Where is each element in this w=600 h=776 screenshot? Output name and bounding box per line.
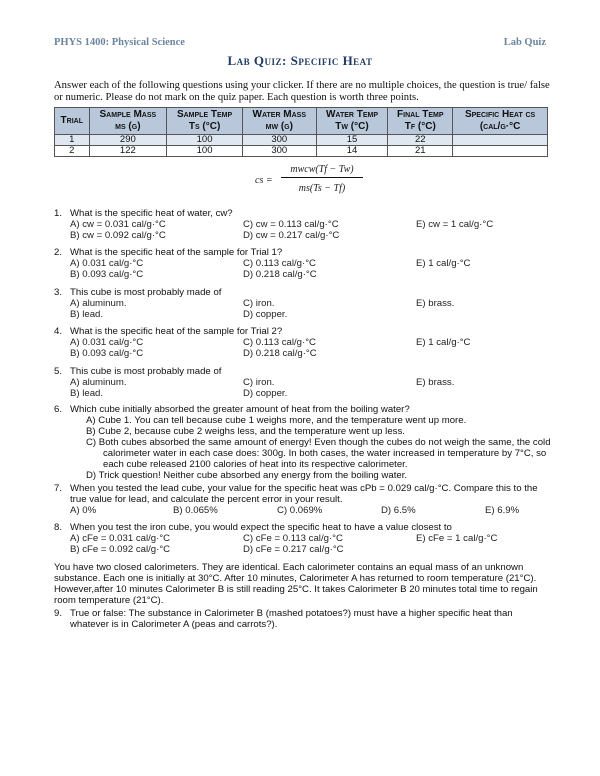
- col-trial: Trial: [55, 108, 90, 135]
- choice-b[interactable]: B) lead.: [70, 388, 104, 399]
- choice-d[interactable]: D) Trick question! Neither cube absorbed any energy from the boiling water.: [86, 470, 408, 481]
- choice-d[interactable]: D) copper.: [243, 388, 288, 399]
- question-stem: This cube is most probably made of: [70, 287, 222, 298]
- quiz-header: Lab Quiz: [503, 37, 546, 48]
- table-cell: 300: [242, 135, 316, 146]
- question-3: 3. This cube is most probably made of: [54, 287, 554, 298]
- choice-d[interactable]: D) cFe = 0.217 cal/g·°C: [243, 544, 344, 555]
- choice-c[interactable]: C) cw = 0.113 cal/g·°C: [243, 219, 339, 230]
- table-cell: 21: [388, 146, 453, 157]
- table-cell: 122: [89, 146, 167, 157]
- choice-b[interactable]: B) cw = 0.092 cal/g·°C: [70, 230, 166, 241]
- choice-a[interactable]: A) Cube 1. You can tell because cube 1 weighs more, and the temperature went up more.: [86, 415, 467, 426]
- col-water-temp: Water Temp Tw (°C): [316, 108, 388, 135]
- table-cell: 100: [167, 135, 243, 146]
- question-stem: True or false: The substance in Calorimeter B (mashed potatoes?) must have a higher specific heat than whatever is in Calorimeter A (peas and carrots?).: [70, 608, 513, 630]
- table-cell: 300: [242, 146, 316, 157]
- question-1: 1. What is the specific heat of water, cw?: [54, 208, 554, 219]
- question-stem: What is the specific heat of the sample for Trial 2?: [70, 326, 283, 337]
- choice-b[interactable]: B) Cube 2, because cube 2 weighs less, and the temperature went up less.: [86, 426, 405, 437]
- question-stem: When you test the iron cube, you would expect the specific heat to have a value closest to: [70, 522, 452, 533]
- choice-a[interactable]: A) 0.031 cal/g·°C: [70, 258, 144, 269]
- page-title: Lab Quiz: Specific Heat: [227, 53, 373, 68]
- choice-a[interactable]: A) cw = 0.031 cal/g·°C: [70, 219, 166, 230]
- formula-numerator: mwcw(Tf − Tw): [281, 164, 363, 178]
- choice-e[interactable]: E) brass.: [416, 298, 455, 309]
- table-row: [55, 135, 548, 146]
- table-cell: 14: [316, 146, 388, 157]
- question-5: 5. This cube is most probably made of: [54, 366, 554, 377]
- col-final-temp: Final Temp Tf (°C): [388, 108, 453, 135]
- formula-lhs: cs =: [255, 175, 273, 186]
- table-cell: 22: [388, 135, 453, 146]
- choice-b[interactable]: B) cFe = 0.092 cal/g·°C: [70, 544, 171, 555]
- choice-c[interactable]: C) iron.: [243, 298, 275, 309]
- choice-b[interactable]: B) 0.065%: [173, 505, 218, 516]
- question-7: 7. When you tested the lead cube, your value for the specific heat was cPb = 0.029 cal/g·°C. Compare this to the true value for lead, and calculate the percent error in your result.: [54, 483, 554, 505]
- col-sample-mass: Sample Mass ms (g): [89, 108, 167, 135]
- choice-e[interactable]: E) cFe = 1 cal/g·°C: [416, 533, 498, 544]
- instructions: Answer each of the following questions using your clicker. If there are no multiple choices, the question is true/ false or numeric. Please do not mark on the quiz paper. Each question is worth three points.: [54, 80, 550, 103]
- choice-a[interactable]: A) 0%: [70, 505, 97, 516]
- choice-b[interactable]: B) lead.: [70, 309, 104, 320]
- question-4: 4. What is the specific heat of the sample for Trial 2?: [54, 326, 554, 337]
- choice-a[interactable]: A) aluminum.: [70, 298, 127, 309]
- choice-e[interactable]: E) 1 cal/g·°C: [416, 258, 471, 269]
- col-specific-heat: Specific Heat cs (cal/g·°C: [453, 108, 548, 135]
- choice-a[interactable]: A) aluminum.: [70, 377, 127, 388]
- choice-c[interactable]: C) 0.069%: [277, 505, 323, 516]
- choice-c[interactable]: C) Both cubes absorbed the same amount of energy! Even though the cubes do not weigh the same, the cold calorimeter water in each case does: 300g. In both cases, the water increased in temperature by 7°C, so each cube released 2100 calories of heat into its respective calorimeter.: [86, 437, 551, 470]
- data-table: [54, 107, 548, 157]
- course-header: PHYS 1400: Physical Science: [54, 37, 185, 48]
- choice-e[interactable]: E) brass.: [416, 377, 455, 388]
- table-cell: 100: [167, 146, 243, 157]
- table-header-row: [55, 108, 548, 135]
- table-cell: 15: [316, 135, 388, 146]
- col-water-mass: Water Mass mw (g): [242, 108, 316, 135]
- question-stem: Which cube initially absorbed the greater amount of heat from the boiling water?: [70, 404, 410, 415]
- question-stem: What is the specific heat of the sample for Trial 1?: [70, 247, 283, 258]
- choice-a[interactable]: A) cFe = 0.031 cal/g·°C: [70, 533, 171, 544]
- table-cell: 1: [55, 135, 90, 146]
- choice-d[interactable]: D) 0.218 cal/g·°C: [243, 269, 317, 280]
- table-cell: 290: [89, 135, 167, 146]
- table-row: [55, 146, 548, 157]
- question-stem: When you tested the lead cube, your value for the specific heat was cPb = 0.029 cal/g·°C. Compare this to the true value for lead, and calculate the percent error in your result.: [70, 483, 538, 505]
- question-9: 9. True or false: The substance in Calorimeter B (mashed potatoes?) must have a higher specific heat than whatever is in Calorimeter A (peas and carrots?).: [54, 608, 554, 630]
- formula-denominator: ms(Ts − Tf): [298, 183, 346, 194]
- choice-e[interactable]: E) 1 cal/g·°C: [416, 337, 471, 348]
- choice-d[interactable]: D) 6.5%: [381, 505, 416, 516]
- question-6: 6. Which cube initially absorbed the greater amount of heat from the boiling water? A) Cube 1. You can tell because cube 1 weighs more, and the temperature went up more. B) Cube 2, because cube 2 weighs less, and the temperature went up less. C) Both cubes absorbed the same amount of energy! Even though the cubes do not weigh the same, the cold calorimeter water in each case does: 300g. In both cases, the water increased in temperature by 7°C, so each cube released 2100 calories of heat into its respective calorimeter. D) Trick question! Neither cube absorbed any energy from the boiling water.: [54, 404, 554, 481]
- question-stem: What is the specific heat of water, cw?: [70, 208, 233, 219]
- specific-heat-formula: [255, 163, 365, 203]
- choice-c[interactable]: C) 0.113 cal/g·°C: [243, 258, 316, 269]
- choice-b[interactable]: B) 0.093 cal/g·°C: [70, 348, 144, 359]
- table-cell: [453, 135, 548, 146]
- question-2: 2. What is the specific heat of the sample for Trial 1?: [54, 247, 554, 258]
- calorimeter-scenario: You have two closed calorimeters. They are identical. Each calorimeter contains an equal mass of an unknown substance. Each one is initially at 30°C. After 10 minutes, Calorimeter A has returned to room temperature (21°C). However,after 10 minutes Calorimeter B is still reading 25°C. It takes Calorimeter B 20 minutes total time to regain room temperature (21°C).: [54, 562, 538, 606]
- choice-c[interactable]: C) iron.: [243, 377, 275, 388]
- question-stem: This cube is most probably made of: [70, 366, 222, 377]
- question-8: 8. When you test the iron cube, you would expect the specific heat to have a value closest to: [54, 522, 554, 533]
- choice-c[interactable]: C) cFe = 0.113 cal/g·°C: [243, 533, 343, 544]
- col-sample-temp: Sample Temp Ts (°C): [167, 108, 243, 135]
- choice-b[interactable]: B) 0.093 cal/g·°C: [70, 269, 144, 280]
- choice-a[interactable]: A) 0.031 cal/g·°C: [70, 337, 144, 348]
- table-cell: 2: [55, 146, 90, 157]
- choice-d[interactable]: D) cw = 0.217 cal/g·°C: [243, 230, 340, 241]
- choice-e[interactable]: E) 6.9%: [485, 505, 520, 516]
- choice-e[interactable]: E) cw = 1 cal/g·°C: [416, 219, 494, 230]
- choice-c[interactable]: C) 0.113 cal/g·°C: [243, 337, 316, 348]
- table-cell: [453, 146, 548, 157]
- choice-d[interactable]: D) copper.: [243, 309, 288, 320]
- choice-d[interactable]: D) 0.218 cal/g·°C: [243, 348, 317, 359]
